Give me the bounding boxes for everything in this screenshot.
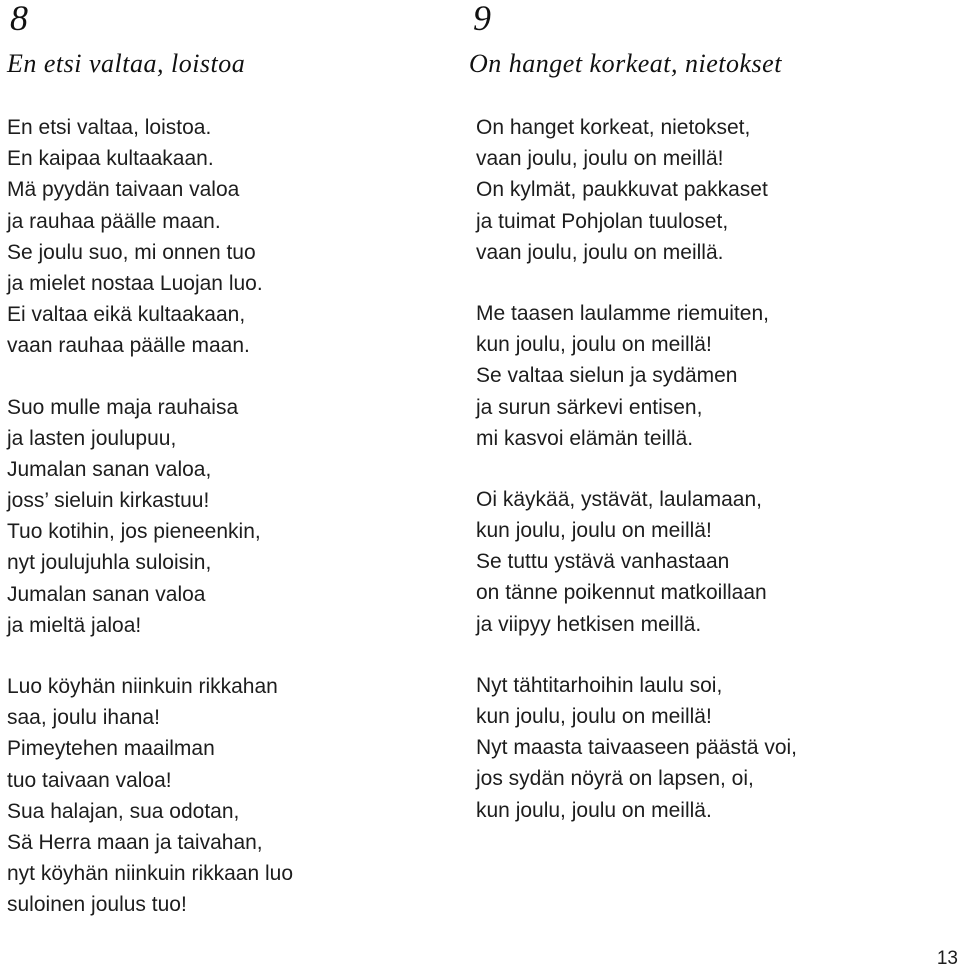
verse-line: saa, joulu ihana! [7, 706, 160, 730]
stanza [476, 484, 946, 640]
verse-line: Sua halajan, sua odotan, [7, 799, 240, 823]
verse-line: Sä Herra maan ja taivahan, [7, 830, 263, 854]
verse-line: ja mielet nostaa Luojan luo. [7, 271, 263, 295]
song-number: 8 [10, 0, 28, 38]
verse-line: ja viipyy hetkisen meillä. [476, 612, 702, 636]
verse-line: Se joulu suo, mi onnen tuo [7, 240, 256, 264]
verse-line: Jumalan sanan valoa, [7, 457, 212, 481]
verse-line: Jumalan sanan valoa [7, 582, 206, 606]
verse-line: nyt köyhän niinkuin rikkaan luo [7, 862, 294, 886]
verse-line: kun joulu, joulu on meillä! [476, 705, 712, 728]
verse-line: Se valtaa sielun ja sydämen [476, 364, 738, 388]
verse-line: ja rauhaa päälle maan. [7, 209, 221, 233]
verse-line: vaan joulu, joulu on meillä. [476, 240, 724, 264]
song-title: En etsi valtaa, loistoa [7, 49, 246, 78]
stanza [7, 112, 447, 362]
stanza [476, 112, 946, 268]
song-9 [469, 0, 946, 856]
verse-line: ja tuimat Pohjolan tuuloset, [476, 209, 729, 233]
verse-line: Nyt tähtitarhoihin laulu soi, [476, 673, 723, 697]
stanza [476, 298, 946, 454]
page-number: 13 [936, 948, 958, 969]
verse-line: nyt joulujuhla suloisin, [7, 551, 212, 575]
verse-line: ja mieltä jaloa! [7, 613, 142, 637]
verse-line: on tänne poikennut matkoillaan [476, 581, 767, 605]
stanza [7, 671, 447, 921]
verse-line: ja lasten joulupuu, [7, 426, 177, 450]
verse-line: Nyt maasta taivaaseen päästä voi, [476, 736, 798, 760]
verse-line: kun joulu, joulu on meillä. [476, 798, 712, 822]
verse-line: jos sydän nöyrä on lapsen, oi, [476, 767, 754, 791]
verse-line: On kylmät, paukkuvat pakkaset [476, 178, 768, 202]
verse-line: Luo köyhän niinkuin rikkahan [7, 675, 278, 698]
verse-line: Suo mulle maja rauhaisa [7, 395, 239, 419]
song-verses [7, 112, 447, 921]
verse-line: Pimeytehen maailman [7, 737, 215, 761]
verse-line: Tuo kotihin, jos pieneenkin, [7, 520, 261, 544]
verse-line: Ei valtaa eikä kultaakaan, [7, 303, 246, 327]
verse-line: kun joulu, joulu on meillä! [476, 519, 712, 543]
song-title: On hanget korkeat, nietokset [469, 49, 782, 78]
verse-line: vaan joulu, joulu on meillä! [476, 147, 724, 171]
verse-line: En etsi valtaa, loistoa. [7, 116, 212, 139]
verse-line: mi kasvoi elämän teillä. [476, 426, 694, 450]
song-verses [476, 112, 946, 826]
verse-line: tuo taivaan valoa! [7, 768, 172, 792]
song-8 [7, 0, 447, 951]
verse-line: vaan rauhaa päälle maan. [7, 334, 250, 358]
verse-line: Oi käykää, ystävät, laulamaan, [476, 487, 762, 511]
verse-line: On hanget korkeat, nietokset, [476, 116, 751, 139]
verse-line: Me taasen laulamme riemuiten, [476, 301, 769, 325]
verse-line: kun joulu, joulu on meillä! [476, 333, 712, 357]
stanza [7, 392, 447, 642]
verse-line: ja surun särkevi entisen, [476, 395, 703, 419]
verse-line: joss’ sieluin kirkastuu! [7, 489, 210, 513]
stanza [476, 670, 946, 826]
verse-line: Se tuttu ystävä vanhastaan [476, 550, 730, 574]
verse-line: En kaipaa kultaakaan. [7, 147, 214, 171]
song-number: 9 [473, 0, 491, 38]
verse-line: Mä pyydän taivaan valoa [7, 178, 240, 202]
verse-line: suloinen joulus tuo! [7, 893, 187, 917]
